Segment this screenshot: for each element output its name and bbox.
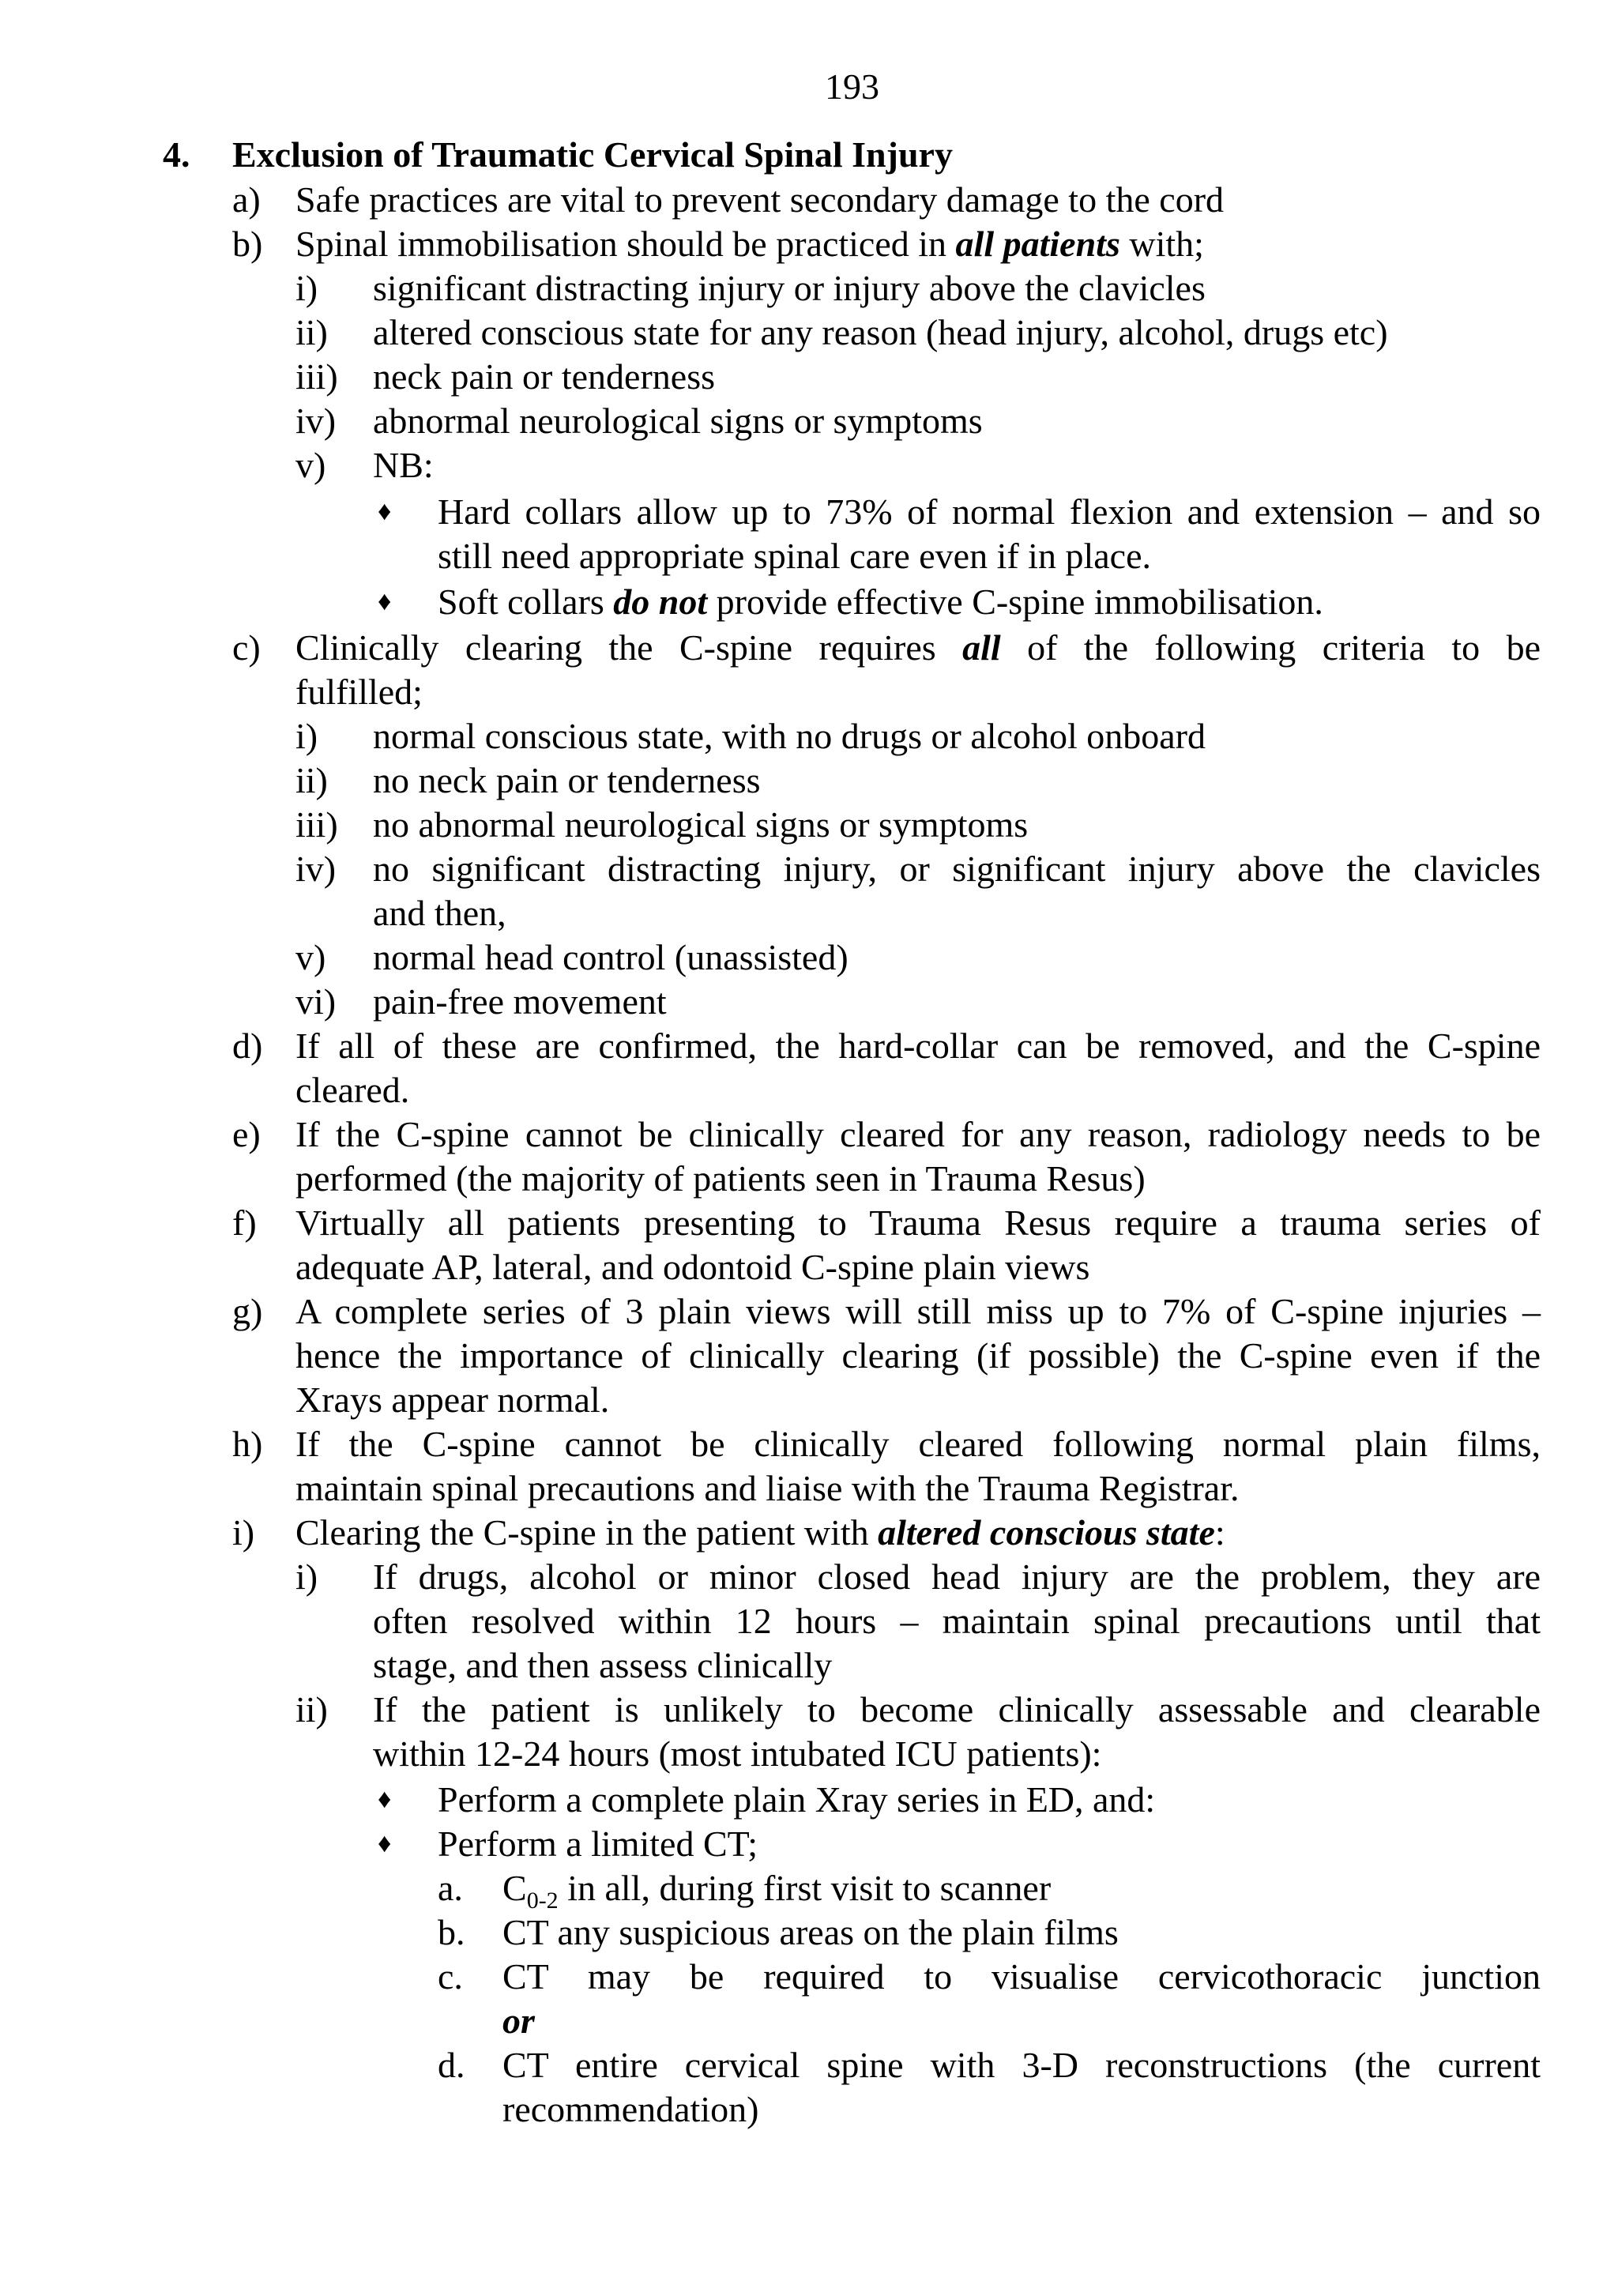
item-h-line-1: If the C-spine cannot be clinically cleared following normal plain films, <box>295 1424 1541 1464</box>
section-number: 4. <box>163 134 190 175</box>
item-g-line-2: hence the importance of clinically clearing (if possible) the C-spine even if the <box>295 1335 1541 1376</box>
ct-item-a-text: $C_{0-2}$ in all, during first visit to scanner <box>502 1868 1052 1914</box>
ct-item-a-marker: a. <box>438 1868 463 1908</box>
item-b-iii-text: neck pain or tenderness <box>373 356 716 397</box>
item-c-marker: c) <box>232 627 261 668</box>
ct-item-d-line-1: CT entire cervical spine with 3-D reconstructions (the current <box>502 2045 1541 2085</box>
nb-bullet-1-line-2: still need appropriate spinal care even if in place. <box>438 536 1151 576</box>
diamond-bullet-icon: ♦ <box>378 497 392 526</box>
item-b-v-text: NB: <box>373 445 434 485</box>
item-c-iii-marker: iii) <box>295 804 338 845</box>
nb-bullet-2-emphasis: do not <box>613 582 708 622</box>
section-title: Exclusion of Traumatic Cervical Spinal Injury <box>232 134 953 175</box>
item-c-line-2: fulfilled; <box>295 672 423 712</box>
item-i-ii-line-1: If the patient is unlikely to become clinically assessable and clearable <box>373 1689 1541 1730</box>
diamond-bullet-icon: ♦ <box>378 1829 392 1858</box>
item-h-line-2: maintain spinal precautions and liaise with the Trauma Registrar. <box>295 1468 1240 1508</box>
item-i-i-line-3: stage, and then assess clinically <box>373 1645 833 1685</box>
item-c-v-marker: v) <box>295 937 326 977</box>
item-i-i-marker: i) <box>295 1556 318 1597</box>
page-number: 193 <box>825 66 879 107</box>
item-c-emphasis: all <box>962 627 1001 668</box>
item-c-v-text: normal head control (unassisted) <box>373 937 849 977</box>
item-a-marker: a) <box>232 179 261 220</box>
item-c-vi-text: pain-free movement <box>373 981 667 1022</box>
ct-item-b-marker: b. <box>438 1912 465 1952</box>
nb-bullet-1-line-1: Hard collars allow up to 73% of normal flexion and extension – and so <box>438 491 1541 532</box>
item-b-v-marker: v) <box>295 445 326 485</box>
ct-bullet-1: Perform a complete plain Xray series in ED, and: <box>438 1779 1156 1820</box>
diamond-bullet-icon: ♦ <box>378 587 392 616</box>
item-i-ii-marker: ii) <box>295 1689 328 1730</box>
item-i-i-line-1: If drugs, alcohol or minor closed head injury are the problem, they are <box>373 1556 1541 1597</box>
ct-item-b-text: CT any suspicious areas on the plain films <box>502 1912 1119 1952</box>
item-d-line-1: If all of these are confirmed, the hard-collar can be removed, and the C-spine <box>295 1026 1541 1066</box>
item-b-text: Spinal immobilisation should be practiced in all patients with; <box>295 224 1204 264</box>
ct-item-c-or: or <box>502 2001 535 2041</box>
ct-item-c-text: CT may be required to visualise cervicothoracic junction <box>502 1956 1541 1997</box>
item-e-line-1: If the C-spine cannot be clinically cleared for any reason, radiology needs to be <box>295 1114 1541 1154</box>
ct-item-d-marker: d. <box>438 2045 465 2085</box>
item-d-marker: d) <box>232 1026 263 1066</box>
item-f-marker: f) <box>232 1203 257 1243</box>
item-b-iv-text: abnormal neurological signs or symptoms <box>373 401 983 441</box>
item-b-ii-marker: ii) <box>295 312 328 352</box>
item-b-marker: b) <box>232 224 263 264</box>
item-c-iii-text: no abnormal neurological signs or symptoms <box>373 804 1029 845</box>
item-c-line-1: Clinically clearing the C-spine requires all of the following criteria to be <box>295 627 1541 668</box>
item-c-i-text: normal conscious state, with no drugs or alcohol onboard <box>373 716 1206 756</box>
ct-item-d-line-2: recommendation) <box>502 2089 759 2129</box>
diamond-bullet-icon: ♦ <box>378 1785 392 1814</box>
item-c-iv-text: no significant distracting injury, or significant injury above the clavicles <box>373 849 1541 889</box>
item-b-iii-marker: iii) <box>295 356 338 397</box>
item-b-iv-marker: iv) <box>295 401 337 441</box>
item-c-iv-marker: iv) <box>295 849 337 889</box>
item-g-line-3: Xrays appear normal. <box>295 1379 610 1420</box>
item-h-marker: h) <box>232 1424 263 1464</box>
item-c-ii-text: no neck pain or tenderness <box>373 760 761 800</box>
item-i-emphasis: altered conscious state <box>878 1512 1215 1553</box>
item-a-text: Safe practices are vital to prevent secondary damage to the cord <box>295 179 1225 220</box>
item-e-line-2: performed (the majority of patients seen in Trauma Resus) <box>295 1158 1146 1199</box>
item-b-i-marker: i) <box>295 268 318 308</box>
item-f-line-1: Virtually all patients presenting to Trauma Resus require a trauma series of <box>295 1203 1541 1243</box>
item-c-ii-marker: ii) <box>295 760 328 800</box>
item-g-line-1: A complete series of 3 plain views will still miss up to 7% of C-spine injuries – <box>295 1291 1541 1331</box>
item-g-marker: g) <box>232 1291 263 1331</box>
item-c-vi-marker: vi) <box>295 981 337 1022</box>
item-b-emphasis: all patients <box>955 224 1120 264</box>
ct-bullet-2: Perform a limited CT; <box>438 1824 758 1864</box>
nb-bullet-2: Soft collars do not provide effective C-spine immobilisation. <box>438 582 1323 622</box>
item-i-text: Clearing the C-spine in the patient with altered conscious state: <box>295 1512 1225 1553</box>
item-c-i-marker: i) <box>295 716 318 756</box>
ct-item-c-marker: c. <box>438 1956 463 1997</box>
item-b-ii-text: altered conscious state for any reason (head injury, alcohol, drugs etc) <box>373 312 1388 352</box>
item-i-ii-line-2: within 12-24 hours (most intubated ICU patients): <box>373 1733 1102 1774</box>
item-i-marker: i) <box>232 1512 255 1553</box>
item-c-iv-text-2: and then, <box>373 893 506 933</box>
item-d-line-2: cleared. <box>295 1070 410 1110</box>
item-f-line-2: adequate AP, lateral, and odontoid C-spine plain views <box>295 1247 1090 1287</box>
item-i-i-line-2: often resolved within 12 hours – maintain spinal precautions until that <box>373 1601 1541 1641</box>
item-b-i-text: significant distracting injury or injury above the clavicles <box>373 268 1206 308</box>
item-e-marker: e) <box>232 1114 261 1154</box>
